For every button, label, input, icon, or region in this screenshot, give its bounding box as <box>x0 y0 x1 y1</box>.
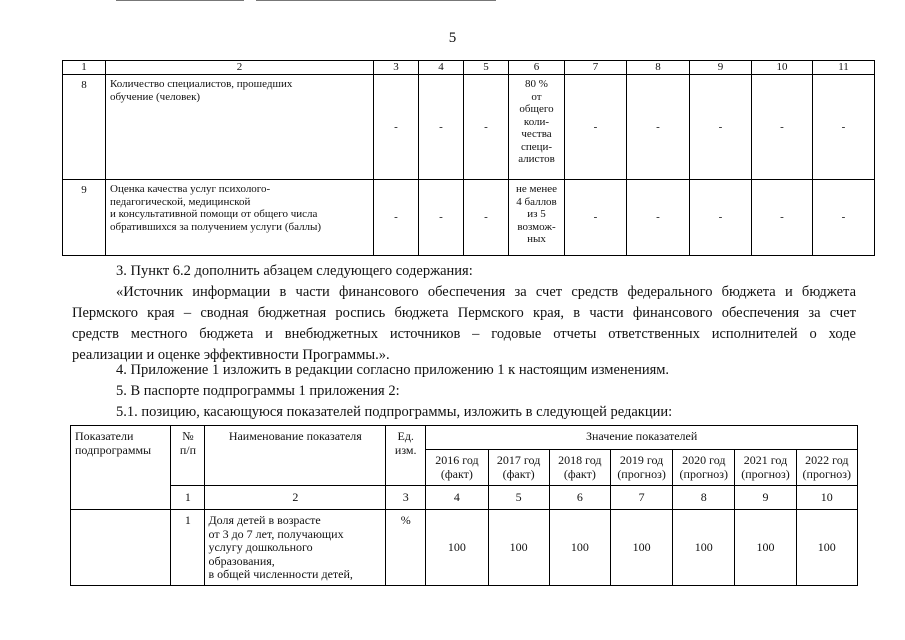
name-line: педагогической, медицинской <box>110 195 251 208</box>
quote-line: реализации и оценке эффективности Программы.». <box>72 347 390 363</box>
paragraph-5: 5. В паспорте подпрограммы 1 приложения 2: <box>116 383 400 399</box>
value-cell: - <box>752 75 813 180</box>
target-line: не менее <box>515 183 557 195</box>
subprogram-indicators-table <box>70 425 858 586</box>
page-number: 5 <box>448 30 457 46</box>
value-cell: - <box>813 180 875 256</box>
header-line: № <box>182 429 194 443</box>
header-cell: 11 <box>813 61 875 75</box>
empty-cell <box>71 510 171 586</box>
year-header <box>673 450 735 486</box>
year-header <box>549 450 610 486</box>
value-cell: - <box>565 75 627 180</box>
header-row <box>71 426 858 450</box>
indicator-name-header: Наименование показателя <box>205 426 386 486</box>
table-row <box>63 75 875 180</box>
header-cell: 5 <box>464 61 509 75</box>
header-cell: 8 <box>627 61 690 75</box>
target-line: из 5 <box>527 208 546 220</box>
paragraph-3: 3. Пункт 6.2 дополнить абзацем следующего содержания: <box>116 263 473 279</box>
value-cell: 100 <box>796 510 857 586</box>
name-line: услугу дошкольного <box>208 540 313 554</box>
header-line: п/п <box>179 442 197 457</box>
quote-line: «Источник информации в части финансового обеспечения за счет средств федерального бюджета и бюджета <box>116 284 856 300</box>
year-label: 2016 год <box>435 453 479 467</box>
value-cell: - <box>565 180 627 256</box>
header-line: изм. <box>394 442 417 457</box>
values-header: Значение показателей <box>426 426 858 450</box>
unit-header <box>386 426 426 486</box>
indicator-table-continued <box>62 60 875 256</box>
quote-line: Пермского края – сводная бюджетная роспись бюджета Пермского края, в части финансового обеспечения за счет <box>72 305 856 321</box>
header-cell: 7 <box>565 61 627 75</box>
index-cell: 7 <box>610 486 672 510</box>
paragraph-5-1: 5.1. позицию, касающуюся показателей подпрограммы, изложить в следующей редакции: <box>116 404 673 420</box>
row-number: 1 <box>171 510 205 586</box>
target-line: чества <box>521 128 552 140</box>
index-cell: 2 <box>205 486 386 510</box>
index-cell: 9 <box>735 486 796 510</box>
value-cell: - <box>627 75 690 180</box>
header-line: Ед. <box>397 429 414 443</box>
target-line: алистов <box>518 153 555 165</box>
value-cell: - <box>690 75 752 180</box>
value-cell: 100 <box>735 510 796 586</box>
index-cell: 5 <box>488 486 549 510</box>
index-row <box>71 486 858 510</box>
value-cell: - <box>813 75 875 180</box>
name-line: Оценка качества услуг психолого- <box>110 183 271 195</box>
value-cell: - <box>419 75 464 180</box>
index-cell: 3 <box>386 486 426 510</box>
target-line: 4 баллов <box>516 195 557 208</box>
indicator-name <box>106 180 374 256</box>
name-line: обучение (человек) <box>110 90 201 103</box>
value-cell: 100 <box>610 510 672 586</box>
target-line: специ- <box>520 140 553 153</box>
header-cell: 2 <box>106 61 374 75</box>
table-row <box>71 510 858 586</box>
year-header <box>796 450 857 486</box>
name-line: в общей численности детей, <box>208 567 353 581</box>
year-label: 2017 год <box>496 453 541 467</box>
value-cell: 100 <box>673 510 735 586</box>
target-line: ных <box>527 233 546 245</box>
header-line: подпрограммы <box>75 442 152 457</box>
value-cell: - <box>752 180 813 256</box>
top-rule-left <box>116 0 244 1</box>
year-kind: (прогноз) <box>741 466 790 481</box>
header-cell: 6 <box>509 61 565 75</box>
value-cell: - <box>374 180 419 256</box>
year-label: 2020 год <box>682 453 726 467</box>
target-line: общего <box>519 103 554 115</box>
value-cell: 100 <box>426 510 488 586</box>
year-kind: (прогноз) <box>679 466 729 481</box>
year-label: 2021 год <box>743 453 788 467</box>
year-header <box>426 450 488 486</box>
target-line: 80 % <box>525 78 548 90</box>
year-kind: (прогноз) <box>617 466 666 481</box>
year-kind: (факт) <box>563 466 596 481</box>
subprogram-indicators-header <box>71 426 171 510</box>
value-cell: 100 <box>488 510 549 586</box>
index-cell: 8 <box>673 486 735 510</box>
quote-line: средств местного бюджета и внебюджетных источников – годовые отчеты ответственных исполнителей о ходе <box>72 326 856 342</box>
year-header <box>610 450 672 486</box>
name-line: образования, <box>208 553 275 568</box>
indicator-name <box>205 510 386 586</box>
number-header <box>171 426 205 486</box>
year-header <box>488 450 549 486</box>
value-cell: - <box>464 75 509 180</box>
index-cell: 4 <box>426 486 488 510</box>
unit-cell: % <box>386 510 426 586</box>
value-cell: 100 <box>549 510 610 586</box>
top-rule-right <box>256 0 496 1</box>
paragraph-4: 4. Приложение 1 изложить в редакции согласно приложению 1 к настоящим изменениям. <box>116 362 670 378</box>
target-cell <box>509 75 565 180</box>
year-kind: (факт) <box>440 466 473 481</box>
year-header <box>735 450 796 486</box>
year-label: 2018 год <box>558 453 602 467</box>
value-cell: - <box>374 75 419 180</box>
name-line: обратившихся за получением услуги (баллы) <box>110 220 322 233</box>
header-cell: 10 <box>752 61 813 75</box>
year-kind: (факт) <box>502 466 535 481</box>
table-row <box>63 180 875 256</box>
target-line: возмож- <box>517 220 556 233</box>
table-header-row <box>63 61 875 75</box>
value-cell: - <box>464 180 509 256</box>
header-cell: 1 <box>63 61 106 75</box>
year-label: 2019 год <box>619 453 664 467</box>
index-cell: 1 <box>171 486 205 510</box>
target-line: от <box>531 90 542 103</box>
value-cell: - <box>627 180 690 256</box>
header-line: Показатели <box>75 429 134 443</box>
header-cell: 9 <box>690 61 752 75</box>
index-cell: 10 <box>796 486 857 510</box>
index-cell: 6 <box>549 486 610 510</box>
header-cell: 3 <box>374 61 419 75</box>
value-cell: - <box>690 180 752 256</box>
year-label: 2022 год <box>805 453 849 467</box>
row-number: 9 <box>63 180 106 256</box>
target-cell <box>509 180 565 256</box>
indicator-name <box>106 75 374 180</box>
name-line: Количество специалистов, прошедших <box>110 78 293 90</box>
header-cell: 4 <box>419 61 464 75</box>
target-line: коли- <box>523 115 550 128</box>
name-line: Доля детей в возрасте <box>208 513 321 527</box>
row-number: 8 <box>63 75 106 180</box>
value-cell: - <box>419 180 464 256</box>
quote-paragraph <box>72 282 856 366</box>
name-line: и консультативной помощи от общего числа <box>110 208 318 220</box>
name-line: от 3 до 7 лет, получающих <box>208 526 344 541</box>
year-kind: (прогноз) <box>802 466 852 481</box>
